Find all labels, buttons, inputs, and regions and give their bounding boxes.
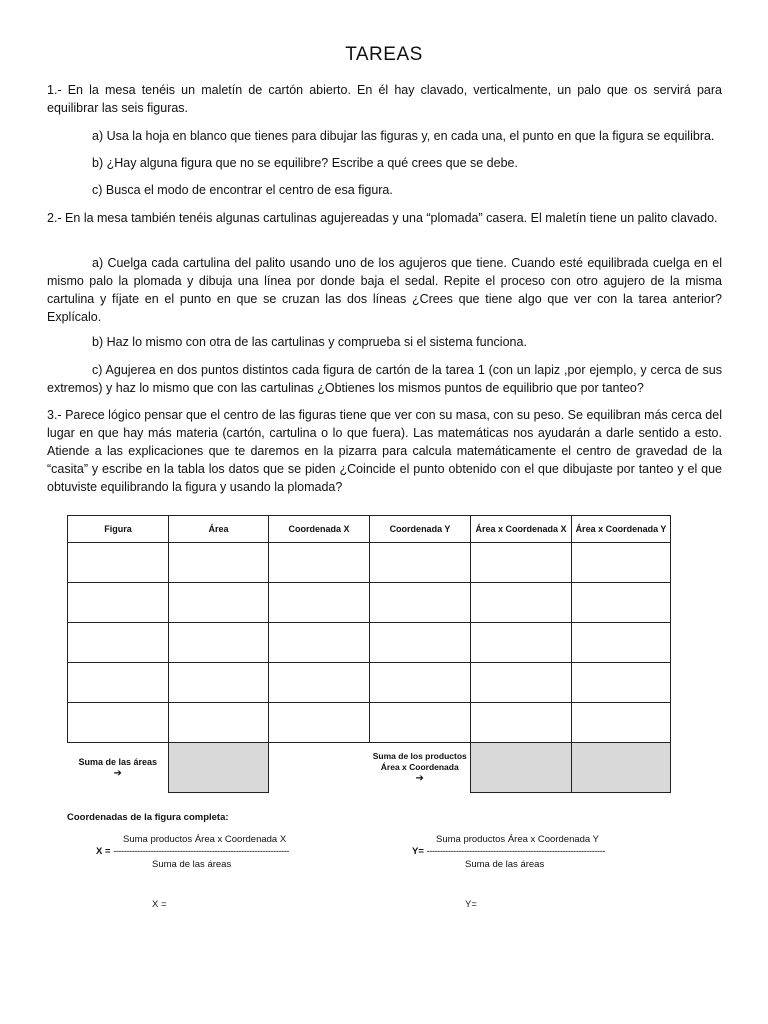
table-row: [68, 583, 671, 623]
table-cell[interactable]: [471, 583, 572, 623]
sum-areas-text: Suma de las áreas: [78, 756, 158, 767]
y-fraction-dashes: -------------------------------------------------------------------: [426, 846, 605, 857]
table-row: [68, 623, 671, 663]
y-prefix: Y=: [412, 846, 424, 857]
table-cell[interactable]: [471, 543, 572, 583]
y-numerator: Suma productos Área x Coordenada Y: [436, 834, 600, 845]
table-row: [68, 703, 671, 743]
task1-item-a: a) Usa la hoja en blanco que tienes para dibujar las figuras y, en cada una, el punto en que la figura se equilibra.: [92, 129, 715, 143]
table-cell[interactable]: [269, 703, 370, 743]
table-cell[interactable]: [471, 703, 572, 743]
sum-products-text: Suma de los productos: [372, 751, 467, 762]
task1-item-b: b) ¿Hay alguna figura que no se equilibre? Escribe a qué crees que se debe.: [92, 156, 518, 170]
table-cell[interactable]: [269, 663, 370, 703]
x-fraction-dashes: ------------------------------------------------------------------: [113, 846, 289, 857]
table-cell[interactable]: [68, 623, 169, 663]
table-cell[interactable]: [370, 623, 471, 663]
sum-products-x-cell[interactable]: [471, 743, 572, 793]
sum-products-label: [370, 743, 471, 793]
task2-item-c: c) Agujerea en dos puntos distintos cada figura de cartón de la tarea 1 (con un lapiz ,por ejemplo, y cerca de sus extremos) y haz lo mismo que con las cartulinas ¿Obtienes los mismos puntos de equilibrio que por tanteo?: [47, 363, 722, 395]
task1-intro: 1.- En la mesa tenéis un maletín de cartón abierto. En él hay clavado, verticalmente, un palo que os servirá para equilibrar las seis figuras.: [47, 83, 722, 115]
y-denominator: Suma de las áreas: [465, 859, 545, 870]
table-cell[interactable]: [572, 623, 671, 663]
task2-item-a: a) Cuelga cada cartulina del palito usando uno de los agujeros que tiene. Cuando esté equilibrada cuelga en el mismo palo la plomada y dibuja una línea por donde baja el sedal. Repite el proceso con otro agujero de la misma cartulina y fíjate en el punto en que se cruzan las dos líneas ¿Crees que tiene algo que ver con la tarea anterior? Explícalo.: [47, 256, 722, 324]
table-cell[interactable]: [269, 543, 370, 583]
table-cell[interactable]: [68, 583, 169, 623]
task2-item-b: b) Haz lo mismo con otra de las cartulinas y comprueba si el sistema funciona.: [92, 335, 527, 349]
table-cell[interactable]: [370, 663, 471, 703]
y-result[interactable]: Y=: [465, 899, 477, 910]
table-cell[interactable]: [370, 543, 471, 583]
sum-areas-cell[interactable]: [169, 743, 269, 793]
table-cell[interactable]: [169, 703, 269, 743]
x-fraction-line: [96, 846, 289, 857]
arrow-right-icon: ➔: [113, 767, 122, 779]
page-title: TAREAS: [345, 44, 423, 65]
header-area-x-coord-y: Área x Coordenada Y: [572, 516, 671, 543]
table-cell[interactable]: [68, 663, 169, 703]
table-cell[interactable]: [269, 623, 370, 663]
sum-products-text-2: Área x Coordenada: [380, 762, 459, 773]
arrow-right-icon: ➔: [415, 773, 424, 785]
table-header-row: [68, 516, 671, 543]
header-area: Área: [169, 516, 269, 543]
header-figura: Figura: [68, 516, 169, 543]
sum-products-y-cell[interactable]: [572, 743, 671, 793]
data-table: [67, 515, 671, 793]
table-cell[interactable]: [370, 583, 471, 623]
table-cell[interactable]: [471, 663, 572, 703]
header-area-x-coord-x: Área x Coordenada X: [471, 516, 572, 543]
table-cell[interactable]: [370, 703, 471, 743]
x-denominator: Suma de las áreas: [152, 859, 232, 870]
x-prefix: X =: [96, 846, 111, 857]
table-cell[interactable]: [68, 543, 169, 583]
table-cell[interactable]: [572, 663, 671, 703]
header-coord-y: Coordenada Y: [370, 516, 471, 543]
table-cell[interactable]: [169, 583, 269, 623]
table-sum-row: [68, 743, 671, 793]
spacer-cell: [269, 743, 370, 793]
x-result[interactable]: X =: [152, 899, 167, 910]
sum-areas-label: [68, 743, 169, 793]
table-cell[interactable]: [572, 583, 671, 623]
y-fraction-line: [412, 846, 605, 857]
formulas-heading: Coordenadas de la figura completa:: [67, 812, 229, 823]
table-cell[interactable]: [572, 543, 671, 583]
task3-intro: 3.- Parece lógico pensar que el centro de las figuras tiene que ver con su masa, con su peso. Se equilibran más cerca del lugar en que hay más materia (cartón, cartulina o lo que fuera). Las matemáticas nos ayudarán a darle sentido a esto. Atiende a las explicaciones que te daremos en la pizarra para calcula matemáticamente el centro de gravedad de la “casita” y escribe en la tabla los datos que se piden ¿Coincide el punto obtenido con el que dibujaste por tanteo y el que obtuviste equilibrando la figura y usando la plomada?: [47, 408, 722, 494]
table-cell[interactable]: [572, 703, 671, 743]
table-cell[interactable]: [68, 703, 169, 743]
x-numerator: Suma productos Área x Coordenada X: [123, 834, 287, 845]
header-coord-x: Coordenada X: [269, 516, 370, 543]
table-cell[interactable]: [269, 583, 370, 623]
table-cell[interactable]: [169, 623, 269, 663]
table-row: [68, 543, 671, 583]
table-cell[interactable]: [169, 543, 269, 583]
table-row: [68, 663, 671, 703]
table-cell[interactable]: [169, 663, 269, 703]
task2-intro: 2.- En la mesa también tenéis algunas cartulinas agujereadas y una “plomada” casera. El maletín tiene un palito clavado.: [47, 211, 718, 225]
table-cell[interactable]: [471, 623, 572, 663]
task1-item-c: c) Busca el modo de encontrar el centro de esa figura.: [92, 183, 393, 197]
